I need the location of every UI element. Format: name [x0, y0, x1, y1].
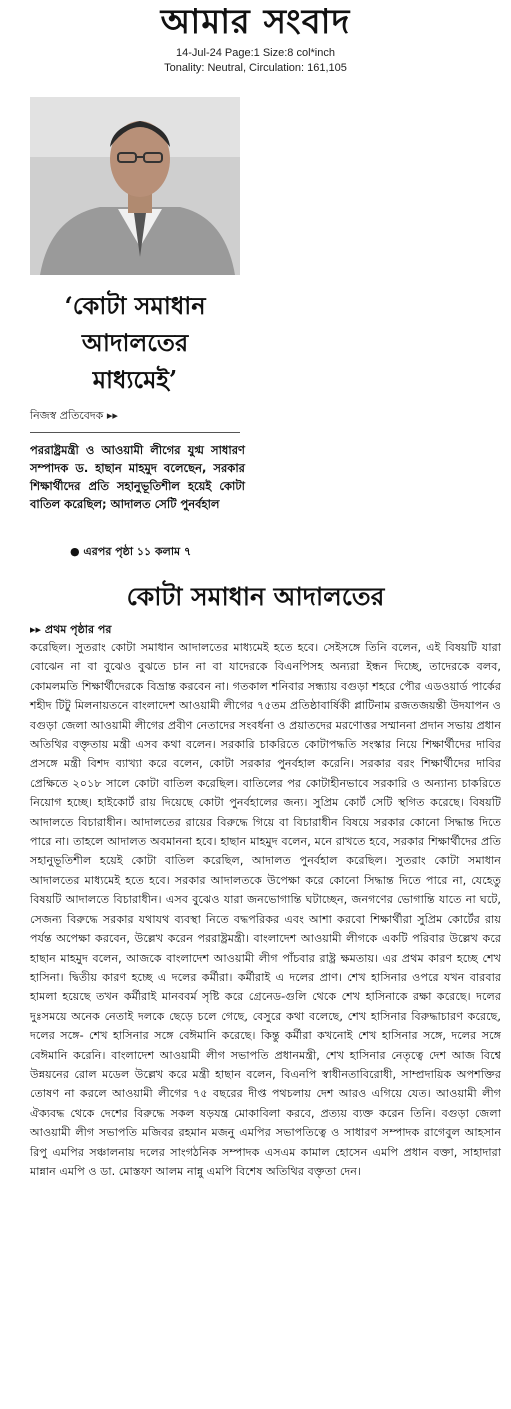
- clip-info-line-1: 14-Jul-24 Page:1 Size:8 col*inch: [176, 47, 335, 59]
- continuation-reference: ● এরপর পৃষ্ঠা ১১ কলাম ৭: [70, 545, 192, 558]
- article-headline: [30, 287, 240, 398]
- headline-line-2: আদালতের: [81, 328, 189, 357]
- continuation-body: [30, 638, 501, 1181]
- byline: নিজস্ব প্রতিবেদক ▸▸: [30, 409, 118, 422]
- newspaper-masthead: আমার সংবাদ: [160, 2, 351, 42]
- clip-info-line-2: Tonality: Neutral, Circulation: 161,105: [164, 62, 347, 74]
- headline-line-1: ‘কোটা সমাধান: [64, 291, 206, 320]
- portrait-photo: [30, 97, 240, 275]
- lead-paragraph: পররাষ্ট্রমন্ত্রী ও আওয়ামী লীগের যুগ্ম সাধারণ সম্পাদক ড. হাছান মাহমুদ বলেছেন, সরকার শিক্ষার্থীদের প্রতি সহানুভূতিশীল হয়েই কোটা বাতিল করেছিল; আদালত সেটি পুনর্বহাল: [30, 443, 245, 511]
- continued-from-label: ▸▸ প্রথম পৃষ্ঠার পর: [30, 623, 112, 636]
- continuation-headline: কোটা সমাধান আদালতের: [126, 582, 385, 611]
- divider: [30, 432, 240, 433]
- portrait-image: [30, 97, 240, 275]
- body-text: করেছিল। সুতরাং কোটা সমাধান আদালতের মাধ্যমেই হতে হবে। সেইসঙ্গে তিনি বলেন, এই বিষয়টি যারা বোঝেন না বা বুঝেও বুঝতে চান না বা যাদেরকে বিএনপিসহ অন্যরা ইন্ধন দিচ্ছে, তাদেরকে বলব, কোমলমতি শিক্ষার্থীদেরকে বিভ্রান্ত করবেন না। গতকাল শনিবার সন্ধ্যায় বগুড়া শহরে পৌর এডওয়ার্ড পার্কের শহীদ টিটু মিলনায়তনে বাংলাদেশ আওয়ামী লীগের ৭৫তম প্রতিষ্ঠাবার্ষিকী প্লাটিনাম রজতজয়ন্তী উদযাপন ও বগুড়া জেলা আওয়ামী লীগের প্রবীণ নেতাদের সংবর্ধনা ও প্রয়াতদের মরণোত্তর সম্মাননা প্রদান সভায় প্রধান অতিথির বক্তৃতায় মন্ত্রী এসব কথা বলেন। সরকারি চাকরিতে কোটাপদ্ধতি সংস্কার নিয়ে শিক্ষার্থীদের দাবির প্রসঙ্গে মন্ত্রী বিশদ ব্যাখ্যা করে বলেন, কোটা সরকার পুনর্বহাল করেনি। সরকার বরং শিক্ষার্থীদের দাবির প্রেক্ষিতে ২০১৮ সালে কোটা বাতিল করেছিল। বাতিলের পর কোটাহীনভাবে সরকারি ও অন্যান্য চাকরিতে নিয়োগ হচ্ছে। হাইকোর্ট রায় দিয়েছে কোটা পুনর্বহালের জন্য। সুপ্রিম কোর্ট সেটি স্থগিত করেছে। বিষয়টি আদালতে বিচারাধীন। আদালতের রায়ের বিরুদ্ধে গিয়ে বা বিচারাধীন বিষয়ে সরকার কোনো সিদ্ধান্ত দিতে পারে না। তাহলে আদালত অবমাননা হবে। হাছান মাহমুদ বলেন, মনে রাখতে হবে, সরকার শিক্ষার্থীদের প্রতি সহানুভূতিশীল হয়েই কোটা বাতিল করেছিল, আদালত পুনর্বহাল করেছিল। সুতরাং কোটা সমাধান আদালতের মাধ্যমেই হতে হবে। সরকার আদালতকে উপেক্ষা করে কোনো সিদ্ধান্ত দিতে পারে না, যেহেতু বিষয়টি আদালতে বিচারাধীন। এসব বুঝেও যারা জনভোগান্তি ঘটাচ্ছেন, জনগণের ভোগান্তি যাতে না ঘটে, সেজন্য বিরুদ্ধে সরকার যথাযথ ব্যবস্থা নিতে বদ্ধপরিকর এবং আশা করবো শিক্ষার্থীরা সুপ্রিম কোর্টের রায় পর্যন্ত অপেক্ষা করবেন, উল্লেখ করেন পররাষ্ট্রমন্ত্রী। বাংলাদেশ আওয়ামী লীগকে একটি পরিবার উল্লেখ করে হাছান মাহমুদ বলেন, আজকে বাংলাদেশ আওয়ামী লীগ পাঁচবার রাষ্ট্র ক্ষমতায়। এর প্রথম কারণ হচ্ছে শেখ হাসিনা। দ্বিতীয় কারণ হচ্ছে এ দলের কর্মীরা। কর্মীরাই এ দলের প্রাণ। শেখ হাসিনার ওপরে যখন বারবার হামলা হয়েছে তখন কর্মীরাই মানববর্ম সৃষ্টি করে গ্রেনেড-গুলি থেকে শেখ হাসিনাকে রক্ষা করেছে। দলের দুঃসময়ে অনেক নেতাই দলকে ছেড়ে চলে গেছে, বেসুরে কথা বলেছে, শেখ হাসিনার বিরুদ্ধাচারণ করেছে, দলের সঙ্গে- শেখ হাসিনার সঙ্গে বেঈমানি করেছে। কিন্তু কর্মীরা কখনোই শেখ হাসিনার সঙ্গে, দলের সঙ্গে বেঈমানি করেনি। বাংলাদেশ আওয়ামী লীগ সভাপতি প্রধানমন্ত্রী, শেখ হাসিনার নেতৃত্বে দেশ আজ বিশ্বে উন্নয়নের রোল মডেল উল্লেখ করে মন্ত্রী হাছান বলেন, বিএনপি স্বাধীনতাবিরোধী, সাম্প্রদায়িক অপশক্তির তোষণ না করলে আওয়ামী লীগের ৭৫ বছরের দীপ্ত পথচলায় দেশ আরও এগিয়ে যেত। আওয়ামী লীগ ঐক্যবদ্ধ থেকে দেশের বিরুদ্ধে সকল ষড়যন্ত্র মোকাবিলা করবে, প্রত্যয় ব্যক্ত করেন তিনি। বগুড়া জেলা আওয়ামী লীগ সভাপতি মজিবর রহমান মজনু এমপির সভাপতিত্বে ও সাধারণ সম্পাদক রাগেবুল আহসান রিপু এমপির সঞ্চালনায় দলের সাংগঠনিক সম্পাদক এসএম কামাল হোসেন এমপি প্রধান বক্তা, সাহাদারা মান্নান এমপি ও ডা. মোস্তফা আলম নান্নু এমপি বিশেষ অতিথির বক্তৃতা দেন।: [30, 641, 501, 1178]
- headline-line-3: মাধ্যমেই’: [92, 365, 178, 394]
